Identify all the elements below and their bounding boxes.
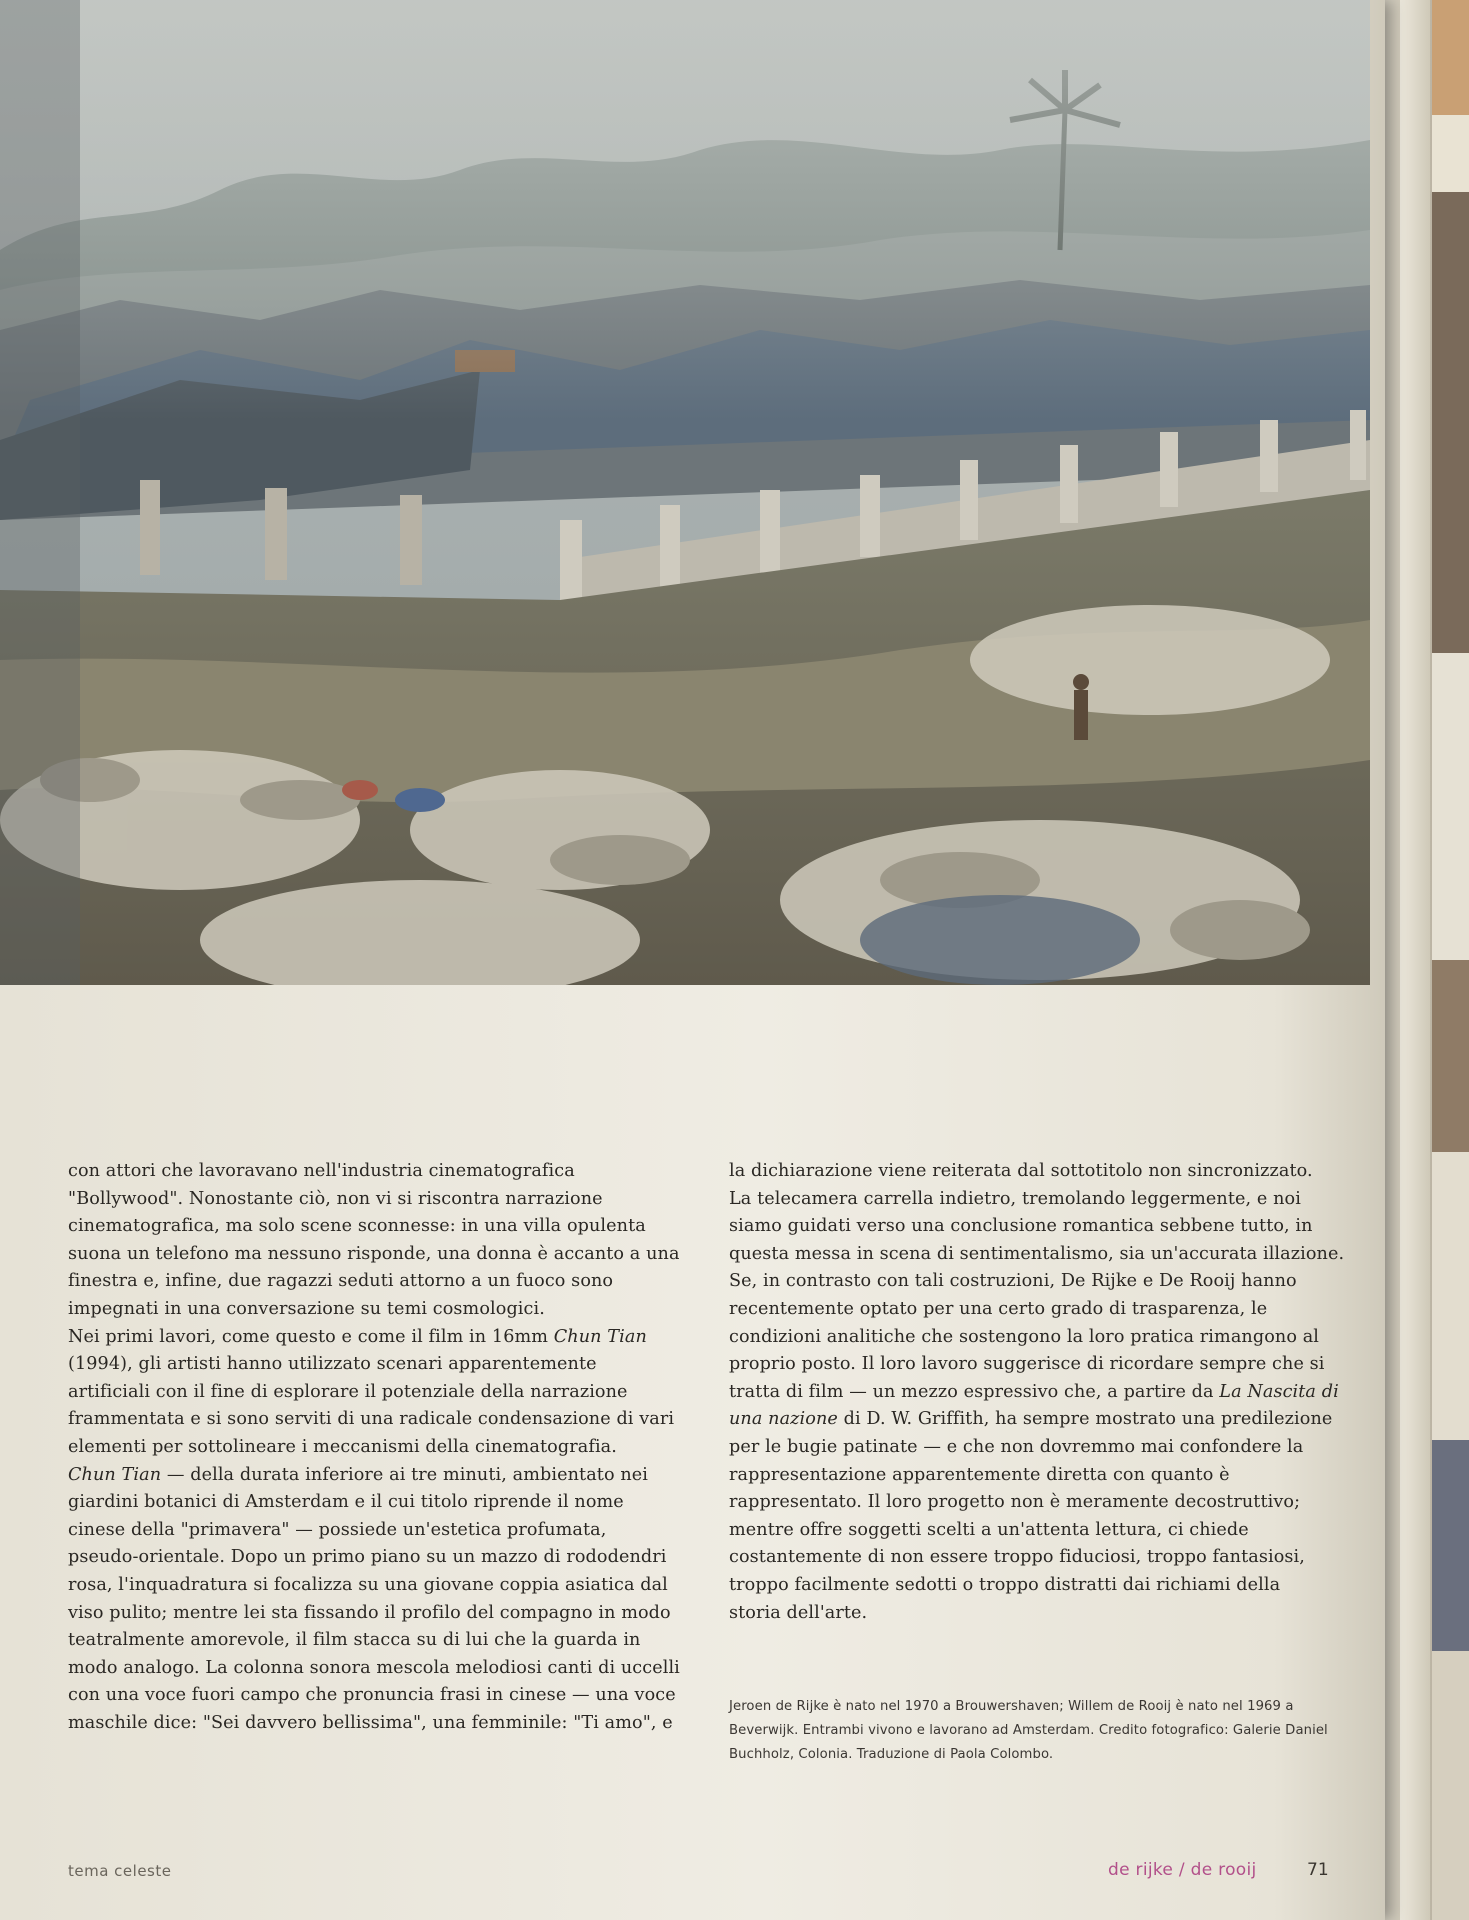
page-number: 71	[1307, 1860, 1329, 1880]
text-line: finestra e, infine, due ragazzi seduti attorno a un fuoco sono	[68, 1271, 614, 1292]
magazine-name: tema celeste	[68, 1862, 172, 1880]
film-title: Chun Tian	[68, 1464, 162, 1485]
text-line: troppo facilmente sedotti o troppo distratti dai richiami della	[729, 1574, 1281, 1595]
film-title: una nazione	[729, 1409, 838, 1430]
credits-line: Jeroen de Rijke è nato nel 1970 a Brouwershaven; Willem de Rooij è nato nel 1969 a	[729, 1699, 1294, 1714]
text-line: rappresentazione apparentemente diretta con quanto è	[729, 1464, 1230, 1485]
text-line: modo analogo. La colonna sonora mescola melodiosi canti di uccelli	[68, 1657, 680, 1678]
text-line: frammentata e si sono serviti di una radicale condensazione di vari	[68, 1409, 675, 1430]
text-line: per le bugie patinate — e che non dovremmo mai confondere la	[729, 1436, 1304, 1457]
text-line: teatralmente amorevole, il film stacca su di lui che la guarda in	[68, 1630, 641, 1651]
text-line: La telecamera carrella indietro, tremolando leggermente, e noi	[729, 1188, 1301, 1209]
article-column-left	[68, 1158, 678, 1737]
text-line: con una voce fuori campo che pronuncia frasi in cinese — una voce	[68, 1685, 676, 1706]
photo-illustration	[0, 0, 1370, 985]
text-line: Chun Tian — della durata inferiore ai tre minuti, ambientato nei	[68, 1464, 649, 1485]
text-line: artificiali con il fine di esplorare il potenziale della narrazione	[68, 1381, 628, 1402]
text-line: cinematografica, ma solo scene sconnesse: in una villa opulenta	[68, 1216, 646, 1237]
credits-line: Buchholz, Colonia. Traduzione di Paola Colombo.	[729, 1747, 1054, 1762]
text-line: (1994), gli artisti hanno utilizzato scenari apparentemente	[68, 1354, 597, 1375]
text-line: una nazione di D. W. Griffith, ha sempre mostrato una predilezione	[729, 1409, 1333, 1430]
text-line: Nei primi lavori, come questo e come il film in 16mm Chun Tian	[68, 1326, 647, 1347]
text-line: condizioni analitiche che sostengono la loro pratica rimangono al	[729, 1326, 1320, 1347]
text-line: questa messa in scena di sentimentalismo, sia un'accurata illazione.	[729, 1243, 1345, 1264]
author-credits	[729, 1695, 1329, 1767]
text-line: rosa, l'inquadratura si focalizza su una giovane coppia asiatica dal	[68, 1574, 668, 1595]
credits-line: Beverwijk. Entrambi vivono e lavorano ad Amsterdam. Credito fotografico: Galerie Daniel	[729, 1723, 1328, 1738]
article-column-right	[729, 1158, 1345, 1627]
text-line: recentemente optato per una certo grado di trasparenza, le	[729, 1298, 1268, 1319]
text-line: "Bollywood". Nonostante ciò, non vi si riscontra narrazione	[68, 1188, 603, 1209]
text-line: suona un telefono ma nessuno risponde, una donna è accanto a una	[68, 1243, 680, 1264]
next-page-strip	[1432, 0, 1469, 1920]
text-line: siamo guidati verso una conclusione romantica sebbene tutto, in	[729, 1216, 1313, 1237]
text-line: storia dell'arte.	[729, 1602, 868, 1623]
text-line: impegnati in una conversazione su temi cosmologici.	[68, 1298, 545, 1319]
text-line: giardini botanici di Amsterdam e il cui titolo riprende il nome	[68, 1492, 624, 1513]
text-line: Se, in contrasto con tali costruzioni, De Rijke e De Rooij hanno	[729, 1271, 1297, 1292]
text-line: pseudo-orientale. Dopo un primo piano su un mazzo di rododendri	[68, 1547, 667, 1568]
next-page-edge-inner	[1400, 0, 1430, 1920]
text-line: viso pulito; mentre lei sta fissando il profilo del compagno in modo	[68, 1602, 671, 1623]
slum-landscape-photo	[0, 0, 1370, 985]
text-line: con attori che lavoravano nell'industria cinematografica	[68, 1161, 575, 1181]
text-line: costantemente di non essere troppo fiduciosi, troppo fantasiosi,	[729, 1547, 1305, 1568]
text-line: proprio posto. Il loro lavoro suggerisce di ricordare sempre che si	[729, 1354, 1325, 1375]
running-head: de rijke / de rooij	[1108, 1860, 1257, 1880]
text-line: maschile dice: "Sei davvero bellissima", una femminile: "Ti amo", e	[68, 1712, 673, 1733]
text-line: mentre offre soggetti scelti a un'attenta lettura, ci chiede	[729, 1519, 1249, 1540]
text-line: la dichiarazione viene reiterata dal sottotitolo non sincronizzato.	[729, 1161, 1313, 1181]
text-line: elementi per sottolineare i meccanismi della cinematografia.	[68, 1436, 617, 1457]
text-line: cinese della "primavera" — possiede un'estetica profumata,	[68, 1519, 607, 1540]
text-line: rappresentato. Il loro progetto non è meramente decostruttivo;	[729, 1492, 1301, 1513]
text-line: tratta di film — un mezzo espressivo che, a partire da La Nascita di	[729, 1381, 1339, 1402]
film-title: La Nascita di	[1219, 1381, 1339, 1402]
film-title: Chun Tian	[553, 1326, 647, 1347]
